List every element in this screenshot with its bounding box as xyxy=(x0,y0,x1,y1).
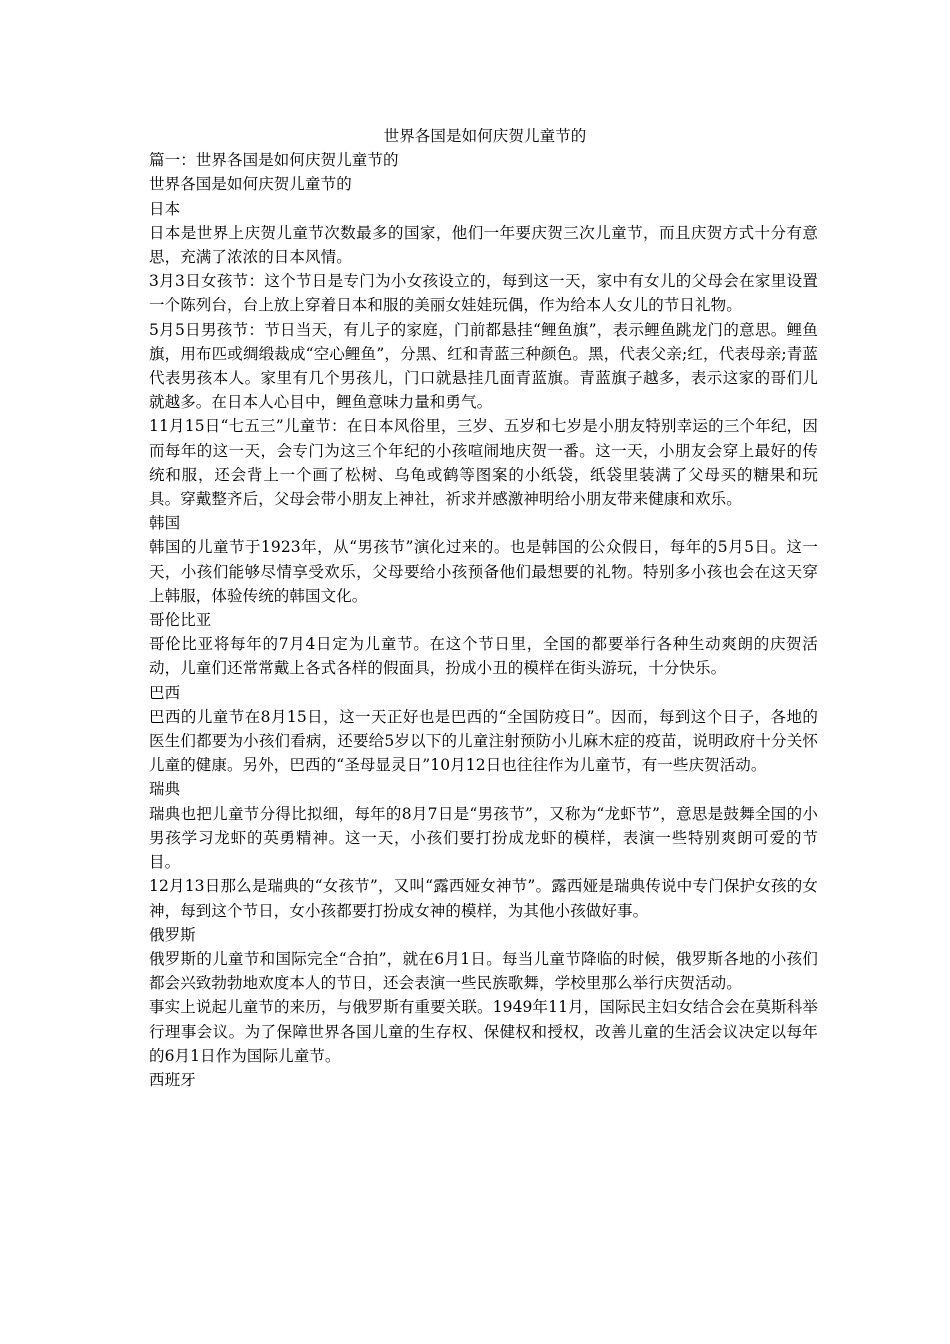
paragraph-article-heading: 篇一：世界各国是如何庆贺儿童节的 xyxy=(149,151,399,170)
paragraph-japan-intro: 日本是世界上庆贺儿童节次数最多的国家，他们一年要庆贺三次儿童节，而且庆贺方式十分有意思，充满了浓浓的日本风情。 xyxy=(149,223,818,267)
paragraph-subtitle: 世界各国是如何庆贺儿童节的 xyxy=(149,175,352,194)
paragraph-sweden-girls-day: 12月13日那么是瑞典的“女孩节”，又叫“露西娅女神节”。露西娅是瑞典传说中专门保护女孩的女神，每到这个节日，女小孩都要打扮成女神的模样，为其他小孩做好事。 xyxy=(149,877,818,920)
section-heading-korea: 韩国 xyxy=(149,514,181,533)
paragraph-japan-girls-day: 3月3日女孩节：这个节日是专门为小女孩设立的，每到这一天，家中有女儿的父母会在家里设置一个陈列台，台上放上穿着日本和服的美丽女娃娃玩偶，作为给本人女儿的节日礼物。 xyxy=(149,272,818,315)
section-heading-colombia: 哥伦比亚 xyxy=(149,611,212,630)
section-heading-spain: 西班牙 xyxy=(149,1070,196,1089)
section-heading-russia: 俄罗斯 xyxy=(149,925,196,944)
paragraph-colombia: 哥伦比亚将每年的7月4日定为儿童节。在这个节日里，全国的都要举行各种生动爽朗的庆贺活动，儿童们还常常戴上各式各样的假面具，扮成小丑的模样在街头游玩，十分快乐。 xyxy=(149,635,818,678)
section-heading-brazil: 巴西 xyxy=(149,683,181,702)
paragraph-russia: 俄罗斯的儿童节和国际完全“合拍”，就在6月1日。每当儿童节降临的时候，俄罗斯各地的小孩们都会兴致勃勃地欢度本人的节日，还会表演一些民族歌舞，学校里那么举行庆贺活动。 xyxy=(149,949,818,993)
document-title: 世界各国是如何庆贺儿童节的 xyxy=(383,127,587,145)
paragraph-childrens-day-origin: 事实上说起儿童节的来历，与俄罗斯有重要关联。1949年11月，国际民主妇女结合会在莫斯科举行理事会议。为了保障世界各国儿童的生存权、保健权和授权，改善儿童的生活会议决定以每年的6月1日作为国际儿童节。 xyxy=(149,998,818,1065)
section-heading-sweden: 瑞典 xyxy=(149,780,181,799)
document-page xyxy=(146,124,818,1092)
section-heading-japan: 日本 xyxy=(149,199,181,218)
paragraph-korea: 韩国的儿童节于1923年，从“男孩节”演化过来的。也是韩国的公众假日，每年的5月5日。这一天，小孩们能够尽情享受欢乐，父母要给小孩预备他们最想要的礼物。特别多小孩也会在这天穿上韩服，体验传统的韩国文化。 xyxy=(149,538,818,605)
paragraph-japan-shichigosan: 11月15日“七五三”儿童节：在日本风俗里，三岁、五岁和七岁是小朋友特别幸运的三个年纪，因而每年的这一天，会专门为这三个年纪的小孩喧闹地庆贺一番。这一天，小朋友会穿上最好的传统和服，还会背上一个画了松树、乌龟或鹤等图案的小纸袋，纸袋里装满了父母买的糖果和玩具。穿戴整齐后，父母会带小朋友上神社，祈求并感激神明给小朋友带来健康和欢乐。 xyxy=(149,417,818,509)
paragraph-brazil: 巴西的儿童节在8月15日，这一天正好也是巴西的“全国防疫日”。因而，每到这个日子，各地的医生们都要为小孩们看病，还要给5岁以下的儿童注射预防小儿麻木症的疫苗，说明政府十分关怀儿童的健康。另外，巴西的“圣母显灵日”10月12日也往往作为儿童节，有一些庆贺活动。 xyxy=(149,707,818,775)
paragraph-japan-boys-day: 5月5日男孩节：节日当天，有儿子的家庭，门前都悬挂“鲤鱼旗”，表示鲤鱼跳龙门的意思。鲤鱼旗，用布匹或绸缎裁成“空心鲤鱼”，分黑、红和青蓝三种颜色。黑，代表父亲;红，代表母亲;青蓝代表男孩本人。家里有几个男孩儿，门口就悬挂几面青蓝旗。青蓝旗子越多，表示这家的哥们儿就越多。在日本人心目中，鲤鱼意味力量和勇气。 xyxy=(149,320,818,412)
paragraph-sweden-boys-day: 瑞典也把儿童节分得比拟细，每年的8月7日是“男孩节”，又称为“龙虾节”，意思是鼓舞全国的小男孩学习龙虾的英勇精神。这一天，小孩们要打扮成龙虾的模样，表演一些特别爽朗可爱的节目。 xyxy=(149,804,818,872)
